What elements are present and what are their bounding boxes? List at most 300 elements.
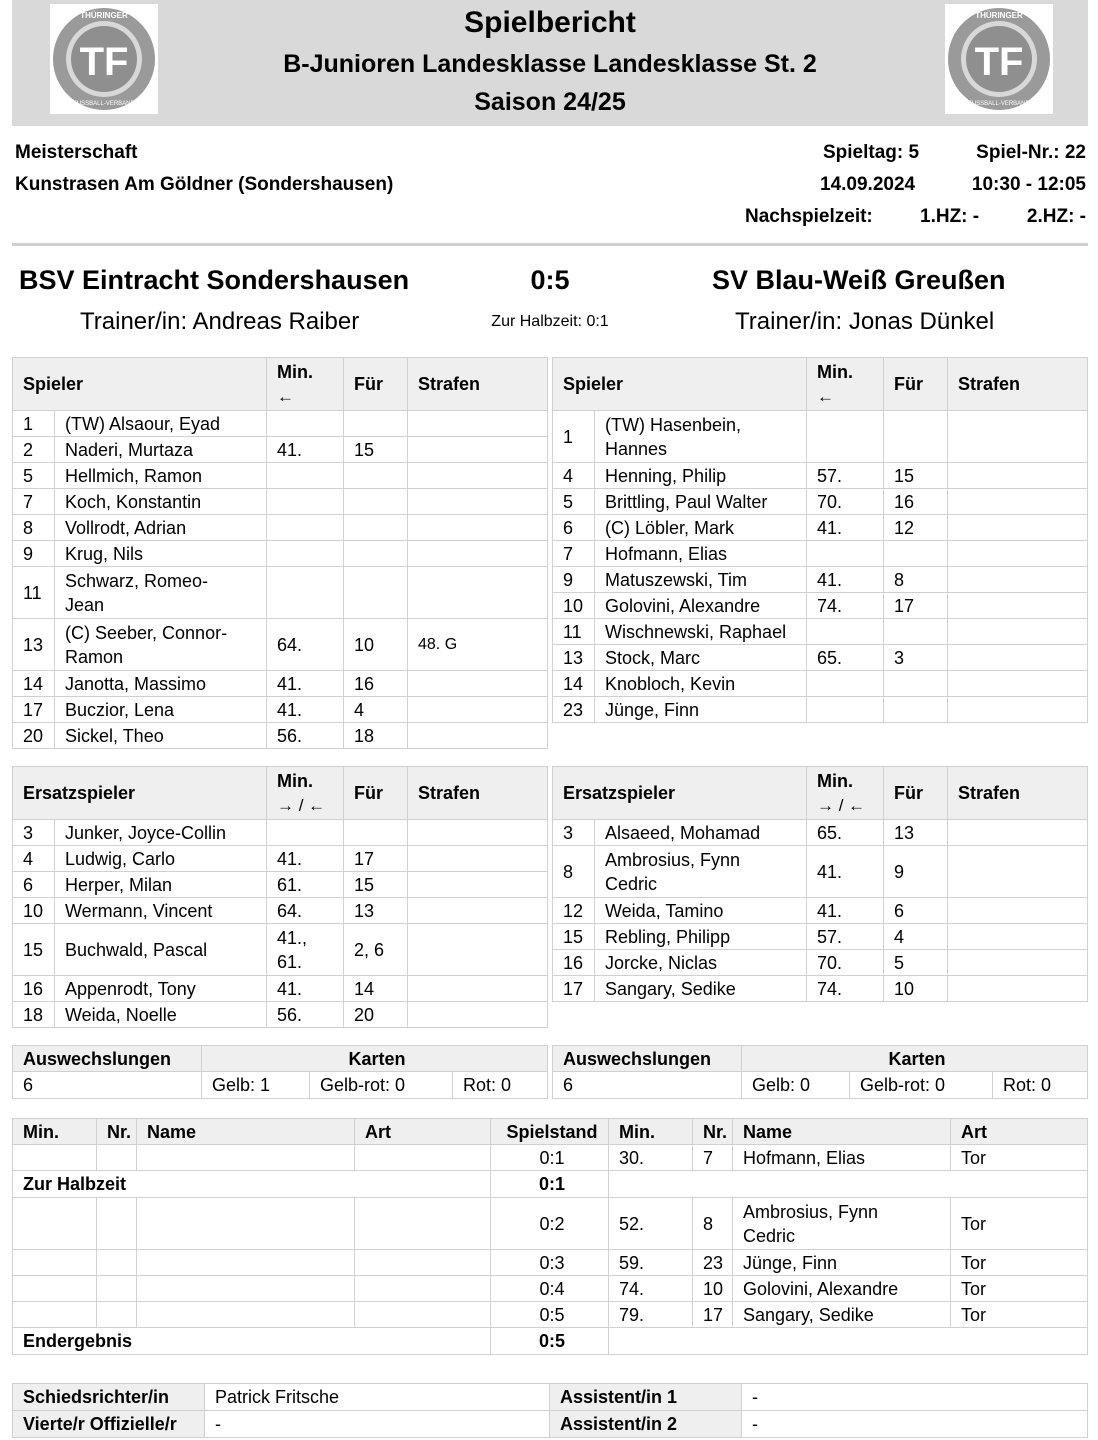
report-header xyxy=(12,0,1088,126)
penalty xyxy=(408,697,548,723)
halftime-row xyxy=(13,1171,1088,1198)
replaced-number xyxy=(344,820,408,846)
player-name: Matuszewski, Tim xyxy=(595,567,807,593)
sub-minute xyxy=(807,671,884,697)
penalty xyxy=(408,898,548,924)
penalty xyxy=(948,976,1088,1002)
sub-minute: 41. xyxy=(267,437,344,463)
referee-label: Schiedsrichter/in xyxy=(13,1384,205,1411)
penalty xyxy=(948,846,1088,898)
player-row xyxy=(553,567,1088,593)
player-row xyxy=(13,515,548,541)
penalty xyxy=(948,619,1088,645)
yellow-red-cards: Gelb-rot: 0 xyxy=(850,1072,993,1099)
shirt-number: 17 xyxy=(553,976,595,1002)
empty-cell xyxy=(137,1276,355,1302)
replaced-number: 10 xyxy=(884,976,948,1002)
penalty xyxy=(948,541,1088,567)
venue: Kunstrasen Am Göldner (Sondershausen) xyxy=(15,174,394,195)
replaced-number xyxy=(884,541,948,567)
penalty xyxy=(948,411,1088,463)
player-row xyxy=(553,697,1088,723)
player-row xyxy=(13,671,548,697)
event-type: Tor xyxy=(951,1250,1088,1276)
col-min: Min. ← xyxy=(267,358,344,411)
yellow-cards: Gelb: 1 xyxy=(202,1072,310,1099)
replaced-number: 3 xyxy=(884,645,948,671)
sub-minute: 41. xyxy=(267,976,344,1002)
stoppage-label: Nachspielzeit: xyxy=(745,206,873,227)
final-score: 0:5 xyxy=(530,265,570,295)
away-summary-table xyxy=(552,1045,1088,1099)
col-subs: Ersatzspieler xyxy=(553,767,807,820)
player-name: Ludwig, Carlo xyxy=(55,846,267,872)
col-event-nr: Nr. xyxy=(97,1119,137,1145)
sub-minute xyxy=(807,411,884,463)
player-row xyxy=(553,820,1088,846)
shirt-number: 4 xyxy=(553,463,595,489)
player-name: Henning, Philip xyxy=(595,463,807,489)
col-cards: Karten xyxy=(202,1046,548,1072)
player-name: Sickel, Theo xyxy=(55,723,267,749)
sub-minute: 41., 61. xyxy=(267,924,344,976)
event-score: 0:2 xyxy=(491,1198,609,1250)
replaced-number: 17 xyxy=(344,846,408,872)
event-score: 0:1 xyxy=(491,1171,609,1198)
col-for: Für xyxy=(344,767,408,820)
shirt-number: 13 xyxy=(13,619,55,671)
col-event-type: Art xyxy=(355,1119,491,1145)
penalty xyxy=(948,820,1088,846)
player-name: (TW) Hasenbein, Hannes xyxy=(595,411,807,463)
player-row xyxy=(13,820,548,846)
sub-minute xyxy=(267,541,344,567)
logo-letters: TF xyxy=(79,40,129,84)
col-substitutions: Auswechslungen xyxy=(13,1046,202,1072)
sub-minute: 61. xyxy=(267,872,344,898)
penalty xyxy=(948,697,1088,723)
empty-cell xyxy=(97,1198,137,1250)
player-name: Hellmich, Ramon xyxy=(55,463,267,489)
replaced-number: 13 xyxy=(884,820,948,846)
sub-minute: 41. xyxy=(807,515,884,541)
event-player: Golovini, Alexandre xyxy=(733,1276,951,1302)
replaced-number: 17 xyxy=(884,593,948,619)
empty-cell xyxy=(97,1145,137,1171)
empty-cell xyxy=(355,1198,491,1250)
col-event-min: Min. xyxy=(13,1119,97,1145)
sub-minute: 56. xyxy=(267,723,344,749)
empty-cell xyxy=(13,1250,97,1276)
shirt-number: 18 xyxy=(13,1002,55,1028)
player-row xyxy=(13,697,548,723)
shirt-number: 3 xyxy=(13,820,55,846)
empty-cell xyxy=(97,1276,137,1302)
sub-minute xyxy=(807,541,884,567)
sub-minute: 41. xyxy=(807,567,884,593)
player-name: Golovini, Alexandre xyxy=(595,593,807,619)
penalty xyxy=(408,723,548,749)
event-player: Hofmann, Elias xyxy=(733,1145,951,1171)
event-number: 7 xyxy=(693,1145,733,1171)
away-lineup-table xyxy=(552,357,1088,723)
penalty xyxy=(408,671,548,697)
sub-minute: 41. xyxy=(267,846,344,872)
penalty xyxy=(948,950,1088,976)
player-name: Buchwald, Pascal xyxy=(55,924,267,976)
penalty xyxy=(408,846,548,872)
player-row xyxy=(553,924,1088,950)
final-label: Endergebnis xyxy=(13,1328,491,1355)
event-player: Sangary, Sedike xyxy=(733,1302,951,1328)
penalty xyxy=(408,820,548,846)
sub-minute: 70. xyxy=(807,950,884,976)
shirt-number: 1 xyxy=(553,411,595,463)
sub-minute xyxy=(267,411,344,437)
player-row xyxy=(13,846,548,872)
player-name: Vollrodt, Adrian xyxy=(55,515,267,541)
yellow-red-cards: Gelb-rot: 0 xyxy=(310,1072,453,1099)
sub-minute xyxy=(267,489,344,515)
matchday: Spieltag: 5 xyxy=(823,142,920,163)
goal-row xyxy=(13,1250,1088,1276)
sub-minute: 70. xyxy=(807,489,884,515)
player-name: (C) Seeber, Connor- Ramon xyxy=(55,619,267,671)
sub-minute: 41. xyxy=(267,671,344,697)
empty-cell xyxy=(13,1145,97,1171)
sub-minute: 56. xyxy=(267,1002,344,1028)
col-penalties: Strafen xyxy=(948,358,1088,411)
player-name: Stock, Marc xyxy=(595,645,807,671)
sub-minute xyxy=(267,567,344,619)
replaced-number: 4 xyxy=(344,697,408,723)
player-row xyxy=(553,645,1088,671)
col-event-min: Min. xyxy=(609,1119,693,1145)
col-for: Für xyxy=(884,767,948,820)
col-event-nr: Nr. xyxy=(693,1119,733,1145)
sub-minute: 64. xyxy=(267,898,344,924)
shirt-number: 7 xyxy=(13,489,55,515)
shirt-number: 2 xyxy=(13,437,55,463)
sub-minute xyxy=(807,697,884,723)
empty-cell xyxy=(13,1302,97,1328)
shirt-number: 17 xyxy=(13,697,55,723)
fourth-official-name: - xyxy=(205,1411,550,1438)
player-name: Hofmann, Elias xyxy=(595,541,807,567)
replaced-number: 9 xyxy=(884,846,948,898)
penalty xyxy=(948,898,1088,924)
empty-cell xyxy=(137,1145,355,1171)
shirt-number: 20 xyxy=(13,723,55,749)
player-row xyxy=(553,619,1088,645)
report-title: Spielbericht xyxy=(464,6,636,39)
home-subs-table xyxy=(12,766,548,1028)
match-time: 10:30 - 12:05 xyxy=(971,174,1086,195)
event-player: Jünge, Finn xyxy=(733,1250,951,1276)
player-name: Knobloch, Kevin xyxy=(595,671,807,697)
penalty xyxy=(948,515,1088,541)
shirt-number: 15 xyxy=(553,924,595,950)
penalty xyxy=(948,489,1088,515)
home-summary-table xyxy=(12,1045,548,1099)
svg-text:TF: TF xyxy=(974,40,1024,84)
player-name: Wischnewski, Raphael xyxy=(595,619,807,645)
goal-row xyxy=(13,1302,1088,1328)
player-row xyxy=(553,541,1088,567)
penalty xyxy=(408,515,548,541)
replaced-number: 20 xyxy=(344,1002,408,1028)
replaced-number: 13 xyxy=(344,898,408,924)
officials-table xyxy=(12,1383,1088,1438)
replaced-number xyxy=(884,619,948,645)
player-row xyxy=(13,567,548,619)
shirt-number: 1 xyxy=(13,411,55,437)
replaced-number xyxy=(344,489,408,515)
event-number: 10 xyxy=(693,1276,733,1302)
col-cards: Karten xyxy=(742,1046,1088,1072)
shirt-number: 12 xyxy=(553,898,595,924)
col-penalties: Strafen xyxy=(408,358,548,411)
empty-cell xyxy=(13,1198,97,1250)
player-name: Weida, Noelle xyxy=(55,1002,267,1028)
player-row xyxy=(553,671,1088,697)
shirt-number: 16 xyxy=(553,950,595,976)
col-event-name: Name xyxy=(733,1119,951,1145)
away-team: SV Blau-Weiß Greußen xyxy=(712,265,1006,295)
penalty: 48. G xyxy=(408,619,548,671)
sub-minute: 57. xyxy=(807,463,884,489)
halftime-label: Zur Halbzeit xyxy=(13,1171,491,1198)
col-event-type: Art xyxy=(951,1119,1088,1145)
empty-cell xyxy=(13,1276,97,1302)
col-penalties: Strafen xyxy=(948,767,1088,820)
player-row xyxy=(13,619,548,671)
col-event-score: Spielstand xyxy=(491,1119,609,1145)
player-name: Alsaeed, Mohamad xyxy=(595,820,807,846)
event-score: 0:5 xyxy=(491,1328,609,1355)
penalty xyxy=(408,489,548,515)
event-type: Tor xyxy=(951,1302,1088,1328)
assistant1-name: - xyxy=(742,1384,1088,1411)
assistant2-name: - xyxy=(742,1411,1088,1438)
sub-minute: 41. xyxy=(807,898,884,924)
event-score: 0:3 xyxy=(491,1250,609,1276)
player-row xyxy=(13,976,548,1002)
shirt-number: 14 xyxy=(13,671,55,697)
match-number: Spiel-Nr.: 22 xyxy=(976,142,1086,163)
sub-minute xyxy=(267,820,344,846)
referee-name: Patrick Fritsche xyxy=(205,1384,550,1411)
svg-text:FUSSBALL-VERBAND: FUSSBALL-VERBAND xyxy=(73,101,135,107)
replaced-number: 16 xyxy=(344,671,408,697)
penalty xyxy=(408,463,548,489)
yellow-cards: Gelb: 0 xyxy=(742,1072,850,1099)
penalty xyxy=(948,593,1088,619)
event-score: 0:1 xyxy=(491,1145,609,1171)
empty-cell xyxy=(137,1198,355,1250)
player-name: Krug, Nils xyxy=(55,541,267,567)
stoppage-second-half: 2.HZ: - xyxy=(1026,206,1086,227)
empty-cell xyxy=(609,1171,1088,1198)
replaced-number: 4 xyxy=(884,924,948,950)
event-minute: 30. xyxy=(609,1145,693,1171)
svg-text:FUSSBALL-VERBAND: FUSSBALL-VERBAND xyxy=(968,101,1030,107)
replaced-number: 5 xyxy=(884,950,948,976)
empty-cell xyxy=(137,1250,355,1276)
shirt-number: 5 xyxy=(13,463,55,489)
player-row xyxy=(13,898,548,924)
player-row xyxy=(13,541,548,567)
shirt-number: 9 xyxy=(553,567,595,593)
home-team: BSV Eintracht Sondershausen xyxy=(19,265,410,295)
penalty xyxy=(948,671,1088,697)
league-name: B-Junioren Landesklasse Landesklasse St. 2 xyxy=(283,50,817,78)
player-row xyxy=(553,898,1088,924)
player-name: (C) Löbler, Mark xyxy=(595,515,807,541)
shirt-number: 14 xyxy=(553,671,595,697)
season: Saison 24/25 xyxy=(474,88,626,116)
player-name: Brittling, Paul Walter xyxy=(595,489,807,515)
replaced-number xyxy=(884,411,948,463)
event-minute: 74. xyxy=(609,1276,693,1302)
penalty xyxy=(408,1002,548,1028)
penalty xyxy=(948,924,1088,950)
player-row xyxy=(13,872,548,898)
replaced-number: 2, 6 xyxy=(344,924,408,976)
col-min: Min. → / ← xyxy=(267,767,344,820)
empty-cell xyxy=(137,1302,355,1328)
replaced-number xyxy=(884,697,948,723)
col-for: Für xyxy=(884,358,948,411)
event-type: Tor xyxy=(951,1198,1088,1250)
shirt-number: 23 xyxy=(553,697,595,723)
sub-minute: 74. xyxy=(807,593,884,619)
col-for: Für xyxy=(344,358,408,411)
match-events-table xyxy=(12,1118,1088,1355)
penalty xyxy=(948,567,1088,593)
sub-minute: 41. xyxy=(807,846,884,898)
player-name: Naderi, Murtaza xyxy=(55,437,267,463)
replaced-number xyxy=(344,515,408,541)
replaced-number: 15 xyxy=(884,463,948,489)
event-player: Ambrosius, Fynn Cedric xyxy=(733,1198,951,1250)
replaced-number: 10 xyxy=(344,619,408,671)
red-cards: Rot: 0 xyxy=(453,1072,548,1099)
empty-cell xyxy=(355,1276,491,1302)
event-minute: 79. xyxy=(609,1302,693,1328)
event-number: 23 xyxy=(693,1250,733,1276)
sub-minute xyxy=(807,619,884,645)
shirt-number: 9 xyxy=(13,541,55,567)
replaced-number xyxy=(884,671,948,697)
shirt-number: 15 xyxy=(13,924,55,976)
col-player: Spieler xyxy=(553,358,807,411)
player-row xyxy=(553,950,1088,976)
player-row xyxy=(13,463,548,489)
sub-minute: 65. xyxy=(807,645,884,671)
replaced-number xyxy=(344,541,408,567)
final-row xyxy=(13,1328,1088,1355)
col-substitutions: Auswechslungen xyxy=(553,1046,742,1072)
col-event-name: Name xyxy=(137,1119,355,1145)
player-name: Appenrodt, Tony xyxy=(55,976,267,1002)
halftime-score: Zur Halbzeit: 0:1 xyxy=(491,313,609,330)
shirt-number: 16 xyxy=(13,976,55,1002)
player-row xyxy=(13,411,548,437)
player-name: Weida, Tamino xyxy=(595,898,807,924)
player-row xyxy=(553,411,1088,463)
shirt-number: 7 xyxy=(553,541,595,567)
sub-minute: 64. xyxy=(267,619,344,671)
col-player: Spieler xyxy=(13,358,267,411)
player-row xyxy=(13,924,548,976)
player-name: Wermann, Vincent xyxy=(55,898,267,924)
replaced-number: 15 xyxy=(344,872,408,898)
competition: Meisterschaft xyxy=(15,142,138,163)
fourth-official-label: Vierte/r Offizielle/r xyxy=(13,1411,205,1438)
event-score: 0:5 xyxy=(491,1302,609,1328)
red-cards: Rot: 0 xyxy=(993,1072,1088,1099)
divider xyxy=(12,243,1088,246)
shirt-number: 6 xyxy=(13,872,55,898)
replaced-number: 18 xyxy=(344,723,408,749)
assistant1-label: Assistent/in 1 xyxy=(550,1384,742,1411)
shirt-number: 10 xyxy=(553,593,595,619)
away-coach: Trainer/in: Jonas Dünkel xyxy=(735,308,995,335)
event-number: 17 xyxy=(693,1302,733,1328)
penalty xyxy=(408,411,548,437)
sub-minute: 65. xyxy=(807,820,884,846)
home-coach: Trainer/in: Andreas Raiber xyxy=(80,308,360,335)
shirt-number: 6 xyxy=(553,515,595,541)
player-row xyxy=(13,723,548,749)
col-min: Min. ← xyxy=(807,358,884,411)
empty-cell xyxy=(97,1302,137,1328)
penalty xyxy=(948,645,1088,671)
svg-text:THÜRINGER: THÜRINGER xyxy=(975,11,1023,20)
shirt-number: 11 xyxy=(553,619,595,645)
shirt-number: 8 xyxy=(553,846,595,898)
goal-row xyxy=(13,1276,1088,1302)
replaced-number: 14 xyxy=(344,976,408,1002)
col-subs: Ersatzspieler xyxy=(13,767,267,820)
empty-cell xyxy=(97,1250,137,1276)
svg-text:THÜRINGER: THÜRINGER xyxy=(80,11,128,20)
event-minute: 59. xyxy=(609,1250,693,1276)
player-name: Herper, Milan xyxy=(55,872,267,898)
sub-minute xyxy=(267,515,344,541)
replaced-number: 6 xyxy=(884,898,948,924)
event-score: 0:4 xyxy=(491,1276,609,1302)
player-name: Schwarz, Romeo- Jean xyxy=(55,567,267,619)
away-subs-table xyxy=(552,766,1088,1002)
empty-cell xyxy=(355,1302,491,1328)
event-minute: 52. xyxy=(609,1198,693,1250)
player-name: Ambrosius, Fynn Cedric xyxy=(595,846,807,898)
player-name: Jünge, Finn xyxy=(595,697,807,723)
col-min: Min. → / ← xyxy=(807,767,884,820)
replaced-number: 15 xyxy=(344,437,408,463)
shirt-number: 8 xyxy=(13,515,55,541)
match-date: 14.09.2024 xyxy=(820,174,916,195)
replaced-number xyxy=(344,411,408,437)
player-row xyxy=(553,489,1088,515)
empty-cell xyxy=(355,1145,491,1171)
player-name: Buczior, Lena xyxy=(55,697,267,723)
player-name: Janotta, Massimo xyxy=(55,671,267,697)
player-row xyxy=(553,515,1088,541)
penalty xyxy=(408,541,548,567)
